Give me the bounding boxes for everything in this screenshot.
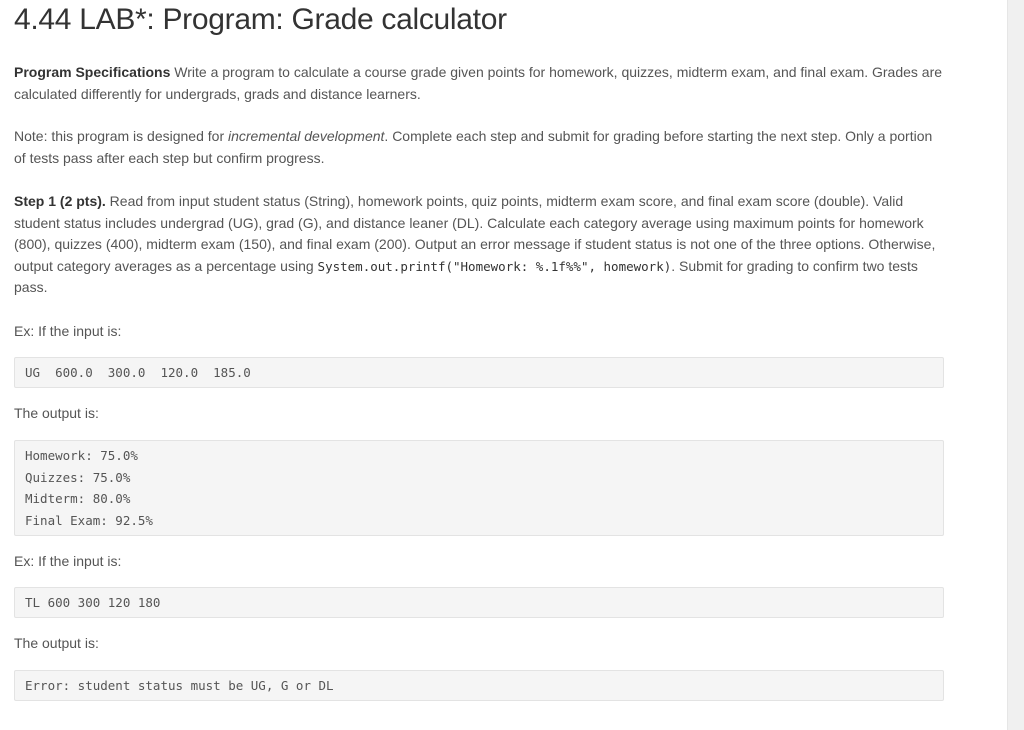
spec-heading: Program Specifications: [14, 64, 171, 80]
spec-paragraph: [14, 62, 944, 105]
note-paragraph: [14, 126, 944, 169]
step1-heading: Step 1 (2 pts).: [14, 193, 106, 209]
code-line: Midterm: 80.0%: [25, 491, 131, 506]
code-line: Error: student status must be UG, G or DL: [25, 678, 334, 693]
note-emphasis: incremental development: [228, 128, 385, 144]
example-2-input-box: [14, 587, 944, 618]
note-text-post: . Complete each step and submit for grading before starting the next step. Only a portion of tests pass after each step but confirm progress.: [14, 128, 933, 166]
example-1-input-box: [14, 357, 944, 388]
spec-text: Write a program to calculate a course grade given points for homework, quizzes, midterm exam, and final exam. Grades are calculated differently for undergrads, grads and distance learners.: [14, 64, 943, 102]
example-1-input-label: Ex: If the input is:: [14, 323, 122, 339]
example-1-output-label: The output is:: [14, 405, 99, 421]
code-line: TL 600 300 120 180: [25, 595, 161, 610]
code-line: Homework: 75.0%: [25, 448, 138, 463]
note-text-pre: Note: this program is designed for: [14, 128, 228, 144]
vertical-scrollbar[interactable]: [1007, 0, 1024, 730]
code-line: Final Exam: 92.5%: [25, 512, 153, 528]
step1-text: Read from input student status (String), homework points, quiz points, midterm exam score, and final exam score (double). Valid student status includes undergrad (UG), grad (G), and distance leaner (DL). Calculate each category average using maximum points for homework (800), quizzes (400), midterm exam (150), and final exam (200). Output an error message if student status is not one of the three options. Otherwise, output category averages as a percentage using: [14, 193, 936, 274]
page-title: 4.44 LAB*: Program: Grade calculator: [14, 3, 507, 36]
step1-text-post: . Submit for grading to confirm two tests pass.: [14, 257, 918, 295]
example-1-output-box: [14, 440, 944, 536]
code-line: UG 600.0 300.0 120.0 185.0: [25, 365, 251, 380]
step1-inline-code: System.out.printf("Homework: %.1f%%", homework): [317, 258, 672, 274]
example-2-input-label: Ex: If the input is:: [14, 553, 122, 569]
example-2-output-label: The output is:: [14, 635, 99, 651]
code-line: Quizzes: 75.0%: [25, 469, 131, 485]
step1-paragraph: [14, 191, 944, 299]
example-2-output-box: [14, 670, 944, 701]
